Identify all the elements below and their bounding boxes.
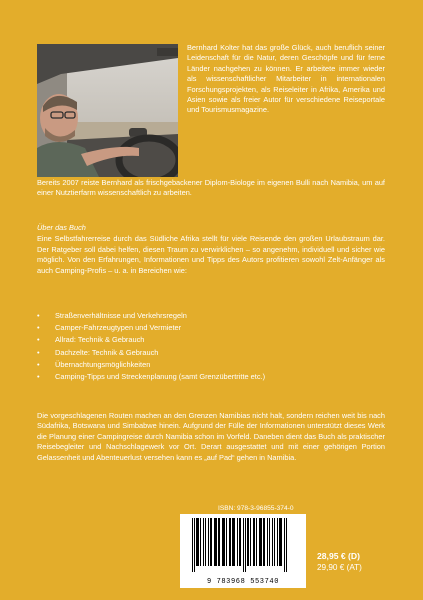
bullet-icon: • <box>37 335 40 345</box>
barcode-bar <box>256 518 257 566</box>
barcode-bar <box>272 518 273 566</box>
barcode-bar <box>269 518 270 566</box>
barcode-bar <box>208 518 209 566</box>
barcode-bar <box>229 518 231 566</box>
barcode-bar <box>253 518 255 566</box>
bullet-icon: • <box>37 359 40 369</box>
barcode-bar <box>247 518 249 566</box>
bullet-icon: • <box>37 311 40 320</box>
price-austria: 29,90 € (AT) <box>317 563 362 572</box>
barcode-bar <box>259 518 262 566</box>
barcode-bar <box>263 518 265 566</box>
barcode-bar <box>192 518 193 572</box>
barcode-bar <box>277 518 278 566</box>
bullet-icon: • <box>37 347 40 357</box>
list-item <box>37 359 385 371</box>
barcode-bar <box>279 518 282 566</box>
barcode-bar <box>243 518 244 572</box>
bullet-icon: • <box>37 372 40 382</box>
barcode-bar <box>237 518 238 566</box>
author-bio-paragraph: Bernhard Kolter hat das große Glück, auch beruflich seiner Leidenschaft für die Natur, deren Geschöpfe und für ferne Länder nachgehen zu können. Er arbeitete immer wieder als wissenschaftlicher Mitarbeiter in internationalen Forschungsprojekten, als Reiseleiter in Afrika, Amerika und Asien sowie als freier Autor für verschiedene Reiseportale und Tourismusmagazine. <box>187 43 385 115</box>
list-item-text: Übernachtungsmöglichkeiten <box>55 359 151 369</box>
list-item-text: Camper-Fahrzeugtypen und Vermieter <box>55 323 182 333</box>
list-item-text: Allrad: Technik & Gebrauch <box>55 335 145 345</box>
barcode-digits: 9 783968 553740 <box>206 578 279 586</box>
barcode-bar <box>205 518 206 566</box>
list-item-text: Dachzelte: Technik & Gebrauch <box>55 347 159 357</box>
barcode-bar <box>210 518 212 566</box>
barcode-bar <box>267 518 268 566</box>
barcode-bar <box>245 518 246 572</box>
barcode-bar <box>239 518 241 566</box>
barcode-bars <box>180 514 306 578</box>
barcode-bar <box>284 518 285 572</box>
barcode <box>180 514 306 588</box>
barcode-bar <box>274 518 275 566</box>
topic-list <box>37 310 385 383</box>
barcode-bar <box>218 518 220 566</box>
author-photo <box>37 44 178 177</box>
list-item <box>37 310 385 322</box>
list-item <box>37 334 385 346</box>
barcode-bar <box>203 518 204 566</box>
list-item <box>37 322 385 334</box>
barcode-bar <box>226 518 227 566</box>
barcode-bar <box>196 518 199 566</box>
barcode-bar <box>286 518 287 572</box>
barcode-bar <box>200 518 201 566</box>
closing-paragraph: Die vorgeschlagenen Routen machen an den Grenzen Namibias nicht halt, sondern reichen weit bis nach Südafrika, Botswana und Simbabwe hinein. Aufgrund der Fülle der Informationen unterstützt dieses Werk die Planung einer Campingreise durch Namibia schon im Vorfeld. Daneben dient das Buch als praktischer Reisebegleiter und Nachschlagewerk vor Ort. Derart ausgestattet und mit einer gehörigen Portion Gelassenheit und Abenteuerlust versehen kann es „auf Pad“ gehen in Namibia. <box>37 411 385 462</box>
author-bio-continuation: Bereits 2007 reiste Bernhard als frischgebackener Diplom-Biologe im eigenen Bulli nach Namibia, um auf einer Nutztierfarm wissenschaftlich zu arbeiten. <box>37 178 385 198</box>
list-item-text: Camping-Tipps und Streckenplanung (samt Grenzübertritte etc.) <box>55 372 266 382</box>
list-item <box>37 371 385 383</box>
price-germany: 28,95 € (D) <box>317 551 360 561</box>
barcode-bar <box>214 518 217 566</box>
isbn-label: ISBN: 978-3-96855-374-0 <box>218 505 294 512</box>
barcode-bar <box>232 518 235 566</box>
section-title: Über das Buch <box>37 223 86 232</box>
list-item <box>37 347 385 359</box>
intro-paragraph: Eine Selbstfahrerreise durch das Südliche Afrika stellt für viele Reisende den großen Urlaubstraum dar. Der Ratgeber soll dabei helfen, diesen Traum zu verwirklichen – so angenehm, individuell und sicher wie möglich. Von den Erfahrungen, Informationen und Tipps des Autors profitieren sowohl Zelt-Anfänger als auch Camping-Profis – u. a. in Bereichen wie: <box>37 234 385 275</box>
barcode-bar <box>222 518 225 566</box>
barcode-bar <box>194 518 195 572</box>
bullet-icon: • <box>37 323 40 333</box>
list-item-text: Straßenverhältnisse und Verkehrsregeln <box>55 311 187 320</box>
barcode-bar <box>250 518 251 566</box>
